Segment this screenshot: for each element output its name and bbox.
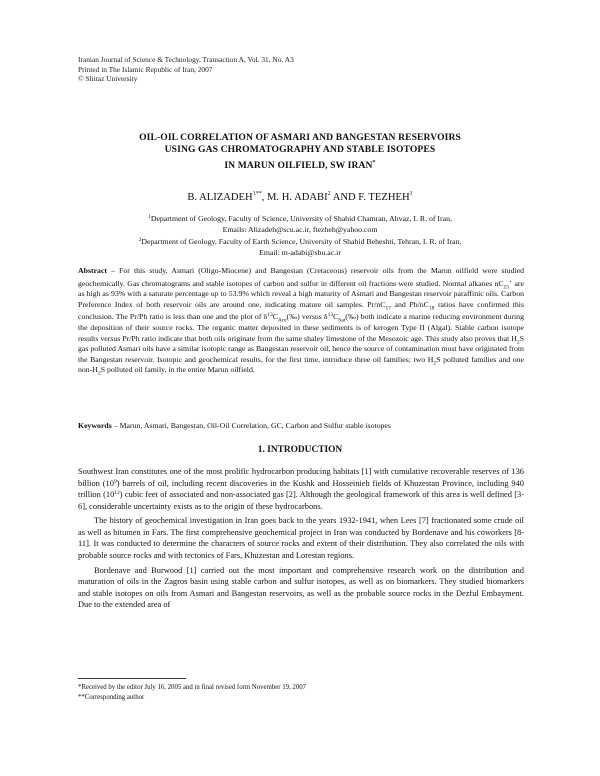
affiliation-email: Email: m-adabi@sbu.ac.ir — [259, 247, 341, 257]
author-list — [60, 191, 540, 203]
abstract-text: and Ph/nC — [390, 299, 429, 309]
affiliation-mark: 2 — [138, 237, 142, 244]
author-separator: , — [261, 192, 267, 203]
affiliation-line — [60, 235, 540, 248]
paper-title — [60, 132, 540, 172]
title-line: USING GAS CHROMATOGRAPHY AND STABLE ISOTOPES — [164, 144, 436, 156]
paragraph — [78, 466, 524, 512]
subscript: 17 — [385, 305, 391, 312]
affiliation-mark: 1 — [148, 214, 151, 220]
author-name: M. H. ADABI — [266, 192, 328, 203]
paragraph: The history of geochemical investigation in Iran goes back to the years 1932-1941, when Lees [7] fractionated some crude oil as well as bitumen in Fars. The first comprehensive geochemical project in Iran was conducted by Bordenave and his coworkers [8-11]. It was conducted to determine the characters of source rocks and extent of their distribution. They also correlated the oils with probable source rocks and with tectonics of Fars, Khuzestan and Lorestan regions. — [78, 516, 524, 561]
body-text — [78, 466, 524, 614]
abstract-text: S gas polluted Asmari oils have a similar isotopic range as Bangestan reservoir oil, hence the source of contamination must have originated from the Bangestan reservoir. Isotopic and geochemical results, for the first time, introduce three oil families; two H — [78, 333, 524, 364]
footnote: **Corresponding author — [78, 693, 145, 701]
abstract-label: Abstract — [78, 266, 108, 275]
keywords — [78, 421, 524, 432]
footnote-divider — [78, 678, 186, 679]
paragraph-text: Southwest Iran constitutes one of the most prolific hydrocarbon producing habitats [1] with cumulative recoverable reserves of 136 billion (10 — [78, 467, 524, 488]
author-mark: 1 — [409, 191, 413, 197]
keywords-label: Keywords — [78, 421, 112, 430]
keywords-text: – Marun, Asmari, Bangestan, Oil-Oil Correlation, GC, Carbon and Sulfur stable isotopes — [111, 421, 391, 430]
footnotes — [78, 683, 306, 702]
journal-header — [78, 55, 294, 84]
abstract-text: are as high as 93% with a saturate percentage up to 53.9% which reveal a high maturity of Asmari and Bangestan reservoir paraffinic oils. Carbon Preference Index of both reservoir oils are around one, indicating mature oil samples. Pr/nC — [78, 278, 524, 309]
author-name: AND F. TEZHEH — [332, 192, 410, 203]
abstract-text: (‰) both indicate a marine reducing environment during the deposition of their source rocks. The organic matter deposited in these sediments is of kerogen Type II (Algal). Stable carbon isotope results versus Pr/Ph ratio indicate that both oils originate from the same shaley limestone of the Mesozoic age. This study also proves that H — [78, 312, 524, 343]
affiliation-email: Emails: Alizadeh@scu.ac.ir, ftezheh@yahoo.com — [222, 224, 378, 234]
superscript: 13 — [267, 312, 273, 319]
paragraph: Bordenave and Burwood [1] carried out the most important and comprehensive research work on the distribution and maturation of oils in the Zagros basin using stable carbon and sulfur isotopes, as well as on biomarkers. They studied biomarkers and stable isotopes on oils from Asmari and Bangestan reservoirs, as well as the probable source rocks in the Dezful Embayment. Due to the extended area of — [78, 565, 524, 610]
affiliation-line — [60, 212, 540, 225]
author-name: B. ALIZADEH — [187, 192, 253, 203]
author-mark: 1** — [252, 191, 262, 197]
abstract — [78, 266, 524, 376]
abstract-text: C — [333, 312, 339, 322]
abstract-text: – For this study, Asmari (Oligo-Miocene) and Bangestan (Cretaceous) reservoir oils from the Marun oilfield were studied geochemically. Gas chromatograms and stable isotopes of carbon and sulfur in different oil fractions were studied. Normal alkanes nC — [78, 266, 524, 288]
superscript: 12 — [114, 490, 120, 497]
subscript: 15 — [503, 284, 510, 291]
superscript: 9 — [113, 478, 117, 485]
paragraph-text: ) barrels of oil, including recent discoveries in the Kushk and Hosseinieh fields of Khuzestan Province, including 940 trillion (10 — [78, 478, 524, 500]
superscript: + — [509, 278, 513, 285]
journal-copyright: © Shiraz University — [78, 74, 138, 84]
subscript: 2 — [433, 360, 437, 367]
journal-name: Iranian Journal of Science & Technology, Transaction A, Vol. 31, No. A3 — [78, 55, 294, 64]
affiliation-text: Department of Geology, Faculty of Science, University of Shahid Chamran, Ahvaz, I. R. of Iran, — [150, 214, 452, 223]
journal-print-info: Printed in The Islamic Republic of Iran, 2007 — [78, 64, 213, 74]
footnote: *Received by the editor July 16, 2005 and in final revised form November 19, 2007 — [78, 684, 307, 691]
abstract-text: S polluted oil family, in the entire Marun oilfield. — [100, 365, 255, 375]
subscript: 18 — [428, 305, 435, 312]
author-mark: 2 — [327, 191, 331, 197]
subscript: 2 — [516, 339, 520, 346]
title-line-with-mark — [60, 157, 540, 172]
affiliations — [60, 212, 540, 258]
title-line: IN MARUN OILFIELD, SW IRAN — [224, 159, 373, 171]
section-heading: 1. INTRODUCTION — [257, 445, 343, 455]
affiliation-text: Department of Geology, Faculty of Earth Science, University of Shahid Beheshti, Tehran, I. R. of Iran, — [141, 237, 462, 247]
abstract-text: (‰) versus δ — [286, 312, 328, 322]
subscript: Aro — [277, 317, 287, 324]
title-line: OIL-OIL CORRELATION OF ASMARI AND BANGESTAN RESERVOIRS — [139, 132, 461, 143]
subscript: 2 — [97, 370, 101, 377]
abstract-text: S polluted families and one non-H — [78, 354, 524, 375]
title-footnote-mark: * — [372, 159, 376, 166]
superscript: 13 — [327, 312, 334, 319]
subscript: Sat — [338, 317, 346, 324]
abstract-text: ratios have confirmed this conclusion. The Pr/Ph ratio is less than one and the plot of δ — [78, 299, 525, 322]
paragraph-text: ) cubic feet of associated and non-associated gas [2]. Although the geological framework of this area is well defined [3-6], considerable uncertainty exists as to the origin of these hydrocarbons. — [78, 490, 524, 511]
abstract-text: C — [272, 312, 278, 322]
